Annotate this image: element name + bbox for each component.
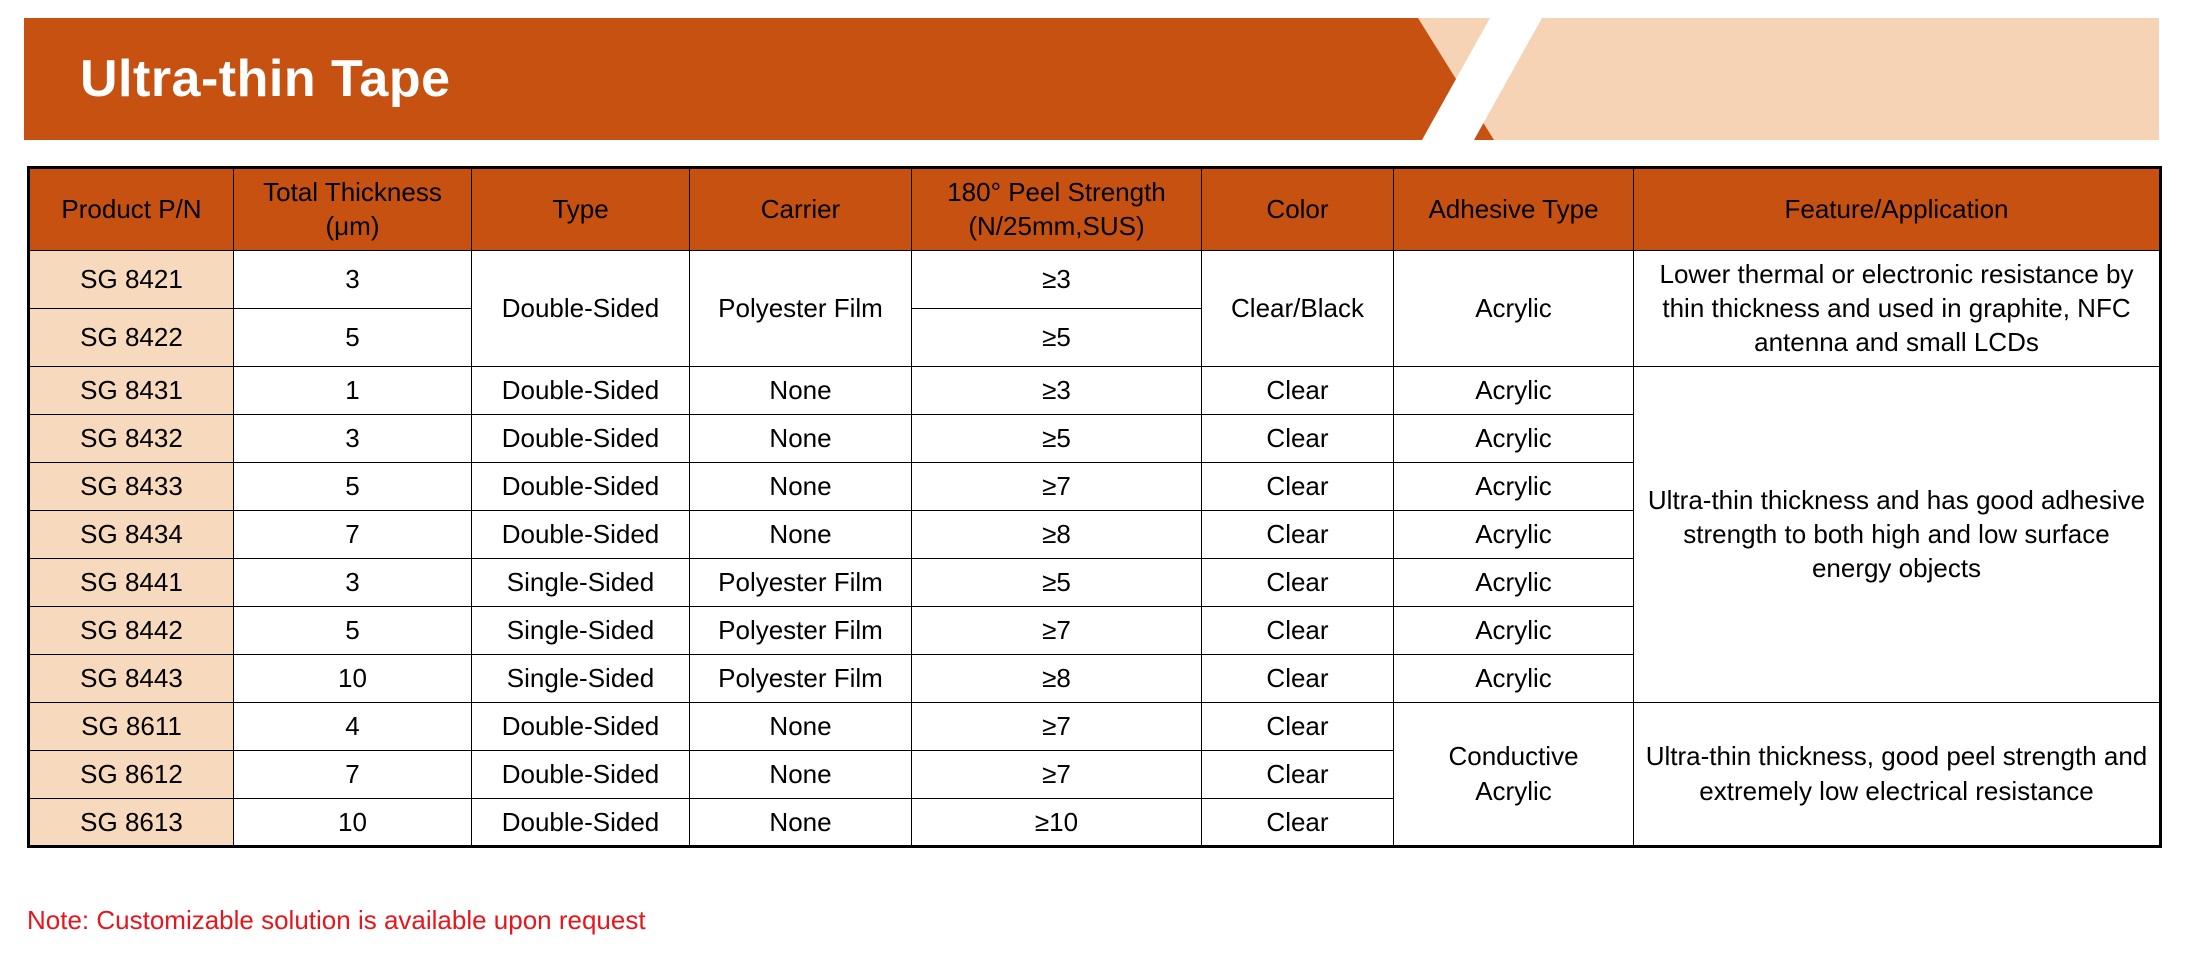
cell-product-pn: SG 8442: [29, 606, 234, 654]
cell-peel: ≥8: [912, 510, 1202, 558]
cell-type: Double-Sided: [472, 462, 690, 510]
col-header-total-thickness-line1: Total Thickness: [263, 177, 442, 207]
cell-peel: ≥7: [912, 750, 1202, 798]
cell-adhesive: Acrylic: [1394, 414, 1634, 462]
cell-peel: ≥5: [912, 558, 1202, 606]
cell-thickness: 10: [234, 654, 472, 702]
cell-feature: Ultra-thin thickness, good peel strength and extremely low electrical resistance: [1634, 702, 2161, 846]
cell-carrier: Polyester Film: [690, 558, 912, 606]
cell-carrier: None: [690, 702, 912, 750]
cell-color: Clear: [1202, 462, 1394, 510]
cell-color: Clear: [1202, 750, 1394, 798]
cell-product-pn: SG 8612: [29, 750, 234, 798]
cell-color: Clear: [1202, 654, 1394, 702]
cell-feature: Ultra-thin thickness and has good adhesive strength to both high and low surface energy objects: [1634, 366, 2161, 702]
cell-adhesive: Acrylic: [1394, 510, 1634, 558]
cell-thickness: 3: [234, 414, 472, 462]
note-text: Note: Customizable solution is available upon request: [27, 905, 646, 935]
page-title: Ultra-thin Tape: [80, 50, 451, 108]
header-banner: [24, 18, 2159, 140]
cell-product-pn: SG 8432: [29, 414, 234, 462]
cell-type: Double-Sided: [472, 414, 690, 462]
cell-type: Double-Sided: [472, 510, 690, 558]
cell-color: Clear: [1202, 606, 1394, 654]
col-header-peel-strength-line1: 180° Peel Strength: [947, 177, 1166, 207]
cell-adhesive: Acrylic: [1394, 606, 1634, 654]
cell-adhesive: Acrylic: [1394, 366, 1634, 414]
cell-color: Clear: [1202, 414, 1394, 462]
cell-thickness: 10: [234, 798, 472, 846]
cell-carrier: None: [690, 510, 912, 558]
col-header-total-thickness-line2: (μm): [325, 211, 380, 242]
cell-color: Clear: [1202, 702, 1394, 750]
cell-adhesive: Acrylic: [1394, 250, 1634, 366]
cell-type: Single-Sided: [472, 558, 690, 606]
cell-type: Double-Sided: [472, 798, 690, 846]
cell-product-pn: SG 8433: [29, 462, 234, 510]
cell-thickness: 3: [234, 250, 472, 308]
col-header-product-pn: Product P/N: [29, 168, 234, 251]
cell-product-pn: SG 8443: [29, 654, 234, 702]
cell-carrier: Polyester Film: [690, 250, 912, 366]
table-row: [29, 702, 2161, 750]
cell-adhesive-line1: Conductive: [1448, 741, 1579, 772]
cell-color: Clear/Black: [1202, 250, 1394, 366]
cell-product-pn: SG 8422: [29, 308, 234, 366]
cell-thickness: 5: [234, 308, 472, 366]
spec-table: [27, 166, 2162, 848]
cell-thickness: 7: [234, 750, 472, 798]
spec-table-container: [27, 166, 2159, 848]
cell-adhesive: Acrylic: [1394, 462, 1634, 510]
cell-adhesive: Acrylic: [1394, 558, 1634, 606]
cell-type: Double-Sided: [472, 702, 690, 750]
col-header-total-thickness: [234, 168, 472, 251]
cell-peel: ≥10: [912, 798, 1202, 846]
cell-carrier: None: [690, 366, 912, 414]
col-header-color: Color: [1202, 168, 1394, 251]
cell-peel: ≥3: [912, 250, 1202, 308]
cell-peel: ≥5: [912, 308, 1202, 366]
cell-adhesive: [1394, 702, 1634, 846]
col-header-peel-strength: [912, 168, 1202, 251]
cell-peel: ≥7: [912, 462, 1202, 510]
cell-type: Single-Sided: [472, 654, 690, 702]
cell-type: Double-Sided: [472, 366, 690, 414]
cell-color: Clear: [1202, 558, 1394, 606]
table-header-row: [29, 168, 2161, 251]
cell-color: Clear: [1202, 510, 1394, 558]
cell-adhesive-line2: Acrylic: [1475, 775, 1552, 806]
cell-type: Double-Sided: [472, 750, 690, 798]
col-header-carrier: Carrier: [690, 168, 912, 251]
cell-product-pn: SG 8421: [29, 250, 234, 308]
cell-thickness: 7: [234, 510, 472, 558]
cell-product-pn: SG 8613: [29, 798, 234, 846]
col-header-peel-strength-line2: (N/25mm,SUS): [968, 211, 1145, 242]
cell-carrier: Polyester Film: [690, 606, 912, 654]
table-row: [29, 250, 2161, 308]
cell-product-pn: SG 8441: [29, 558, 234, 606]
cell-product-pn: SG 8434: [29, 510, 234, 558]
col-header-adhesive-type: Adhesive Type: [1394, 168, 1634, 251]
cell-color: Clear: [1202, 366, 1394, 414]
cell-thickness: 5: [234, 606, 472, 654]
cell-carrier: None: [690, 462, 912, 510]
cell-carrier: Polyester Film: [690, 654, 912, 702]
cell-carrier: None: [690, 798, 912, 846]
cell-peel: ≥8: [912, 654, 1202, 702]
cell-product-pn: SG 8431: [29, 366, 234, 414]
cell-adhesive: Acrylic: [1394, 654, 1634, 702]
cell-feature: Lower thermal or electronic resistance by thin thickness and used in graphite, NFC antenna and small LCDs: [1634, 250, 2161, 366]
col-header-feature-application: Feature/Application: [1634, 168, 2161, 251]
cell-thickness: 4: [234, 702, 472, 750]
cell-carrier: None: [690, 750, 912, 798]
cell-thickness: 5: [234, 462, 472, 510]
cell-thickness: 1: [234, 366, 472, 414]
cell-peel: ≥5: [912, 414, 1202, 462]
table-row: [29, 366, 2161, 414]
cell-peel: ≥7: [912, 702, 1202, 750]
cell-peel: ≥7: [912, 606, 1202, 654]
cell-product-pn: SG 8611: [29, 702, 234, 750]
cell-type: Single-Sided: [472, 606, 690, 654]
cell-color: Clear: [1202, 798, 1394, 846]
cell-carrier: None: [690, 414, 912, 462]
cell-peel: ≥3: [912, 366, 1202, 414]
col-header-type: Type: [472, 168, 690, 251]
cell-type: Double-Sided: [472, 250, 690, 366]
cell-thickness: 3: [234, 558, 472, 606]
